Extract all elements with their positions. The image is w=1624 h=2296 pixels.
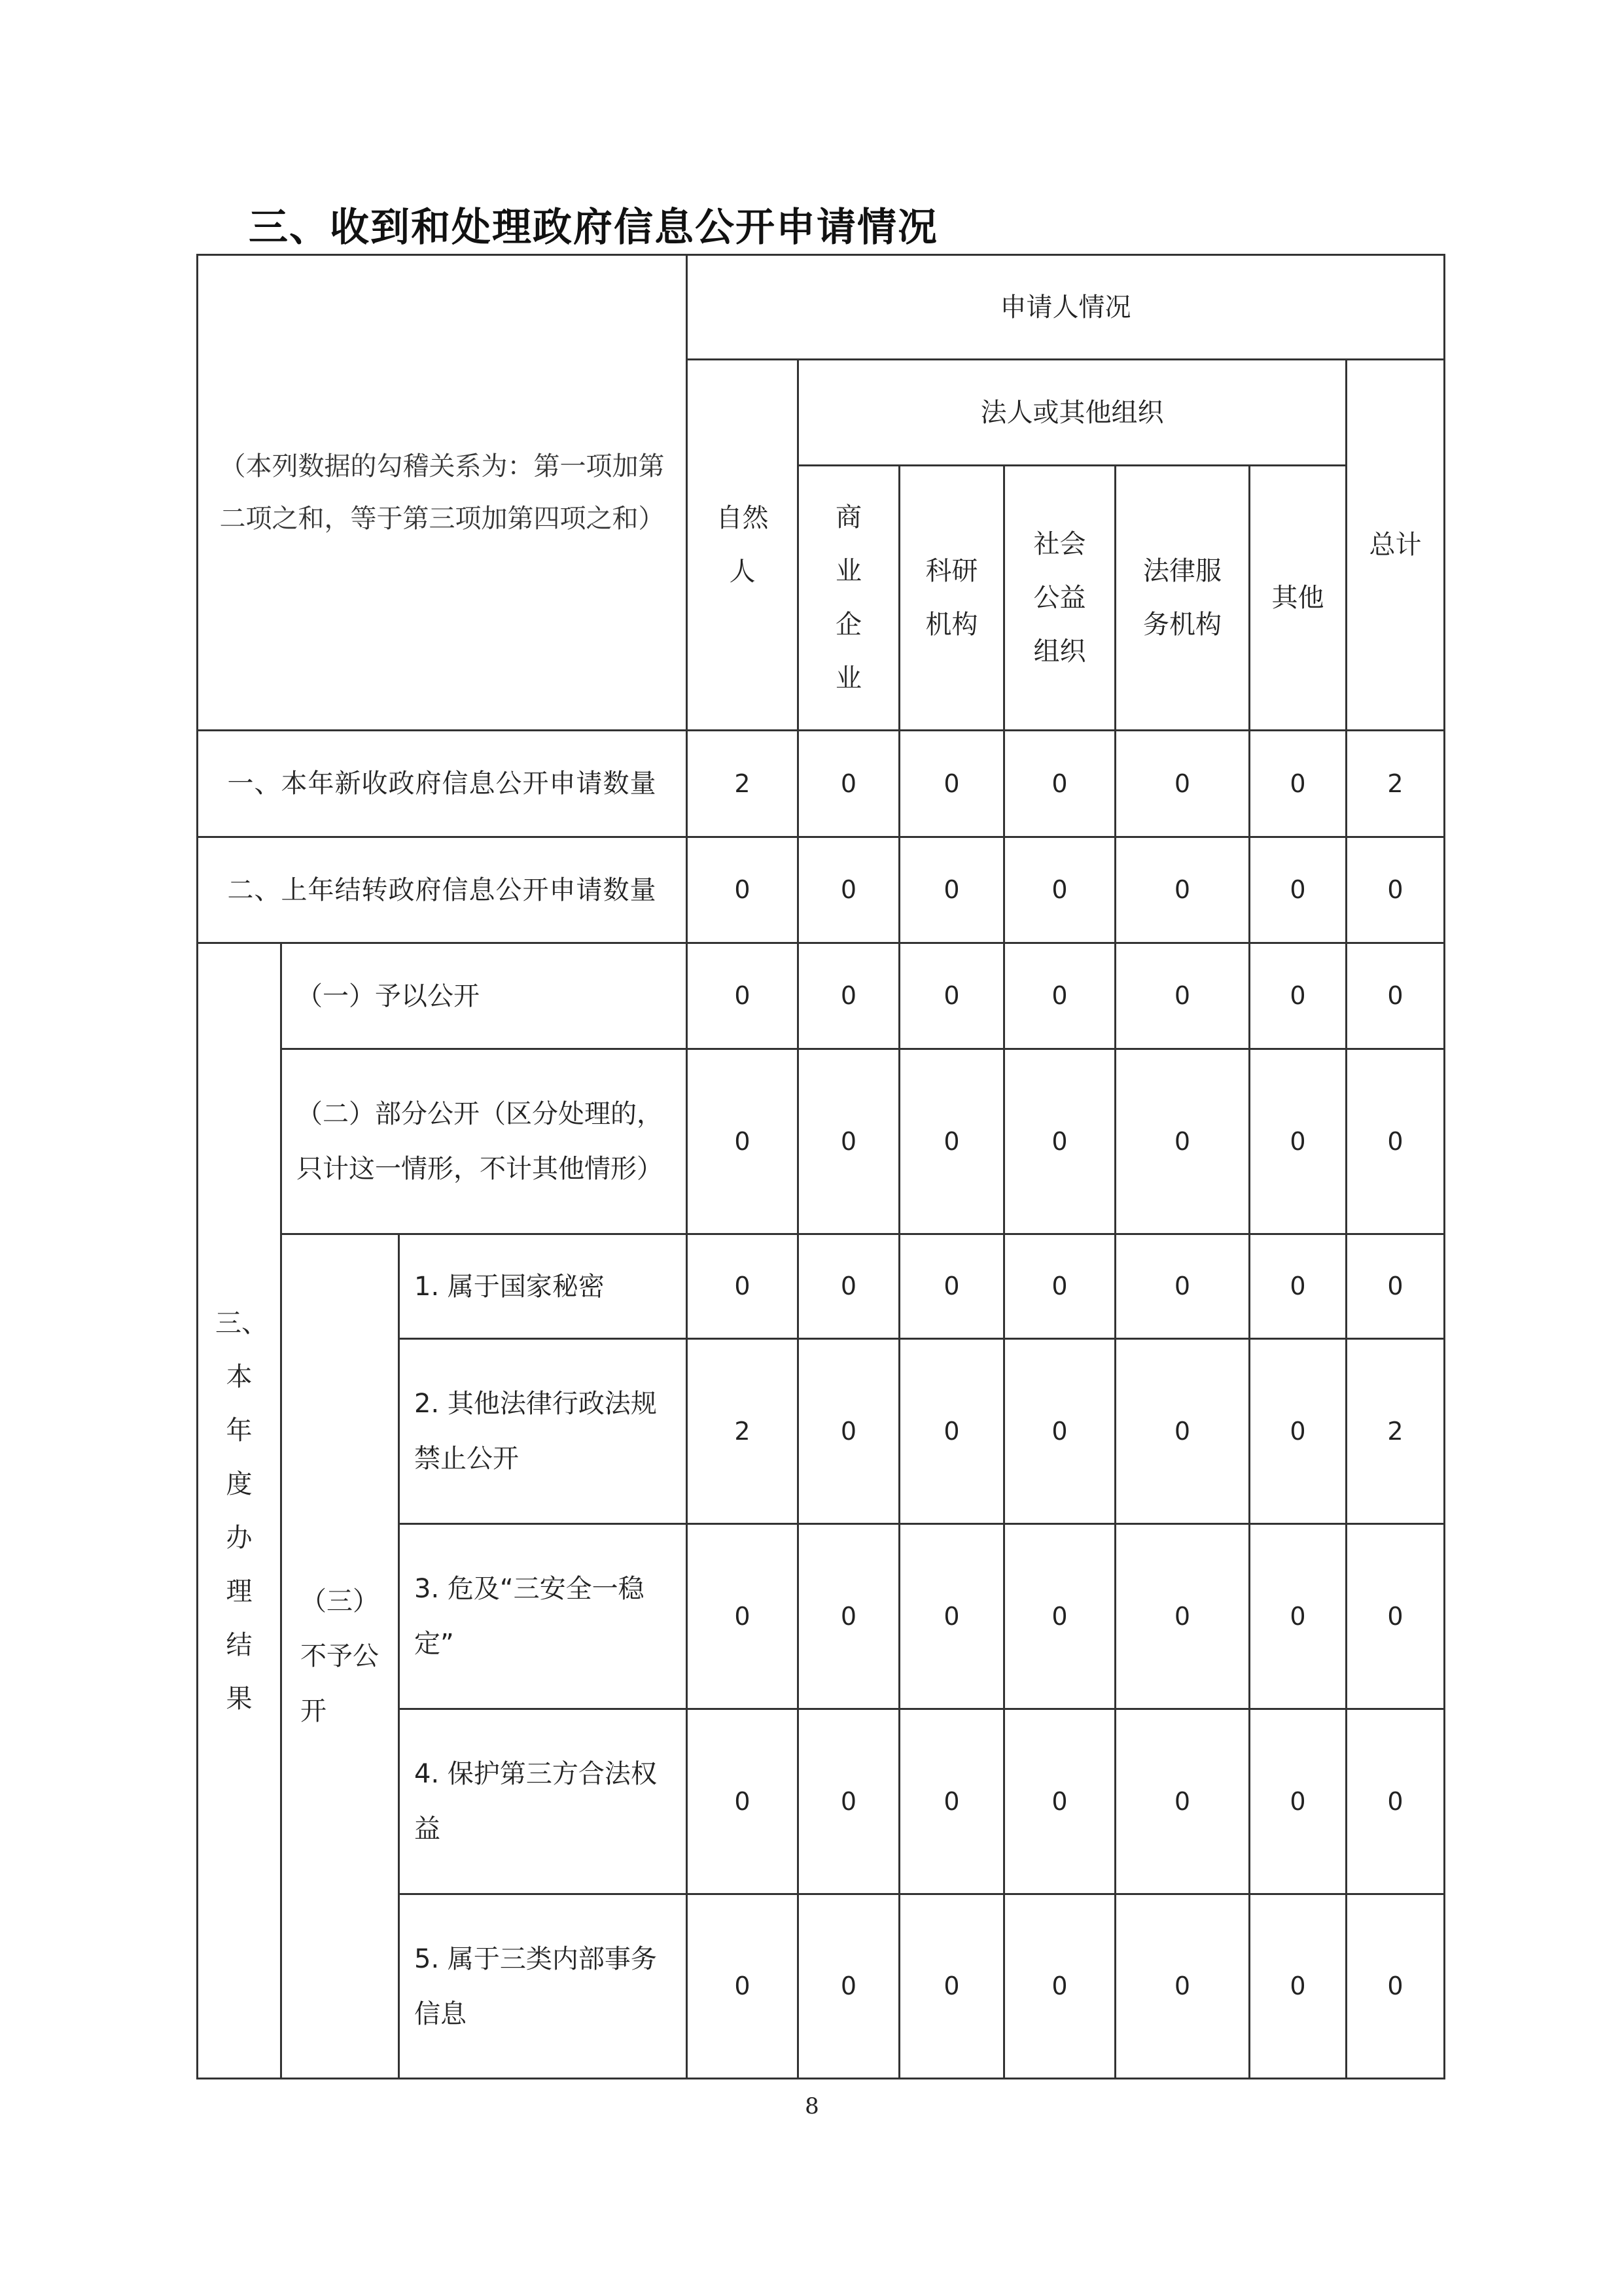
table-cell: 0 — [1116, 943, 1250, 1049]
table-cell: 0 — [798, 1339, 900, 1524]
table-cell: 0 — [687, 1709, 798, 1894]
table-cell: 0 — [798, 1234, 900, 1339]
table-cell: 0 — [1116, 1894, 1250, 2079]
table-row — [198, 837, 1445, 943]
table-cell: 0 — [1250, 731, 1347, 837]
table-cell: 0 — [1347, 837, 1445, 943]
row-label: 2. 其他法律行政法规禁止公开 — [399, 1339, 687, 1524]
table-cell: 0 — [798, 1709, 900, 1894]
row-label: 二、上年结转政府信息公开申请数量 — [198, 837, 687, 943]
table-cell: 0 — [687, 1234, 798, 1339]
table-cell: 0 — [1004, 1339, 1116, 1524]
table-cell: 0 — [1347, 1524, 1445, 1709]
table-cell: 0 — [1004, 731, 1116, 837]
table-row — [198, 943, 1445, 1049]
table-row — [198, 731, 1445, 837]
table-cell: 0 — [900, 1339, 1004, 1524]
table-cell: 0 — [687, 1524, 798, 1709]
table-cell: 0 — [1250, 1709, 1347, 1894]
table-cell: 0 — [1004, 1049, 1116, 1234]
table-cell: 0 — [1347, 943, 1445, 1049]
col-header-total: 总计 — [1347, 360, 1445, 731]
table-cell: 0 — [798, 837, 900, 943]
table-cell: 0 — [1004, 943, 1116, 1049]
table-cell: 0 — [1116, 1709, 1250, 1894]
col-header-other: 其他 — [1250, 466, 1347, 731]
applicant-header: 申请人情况 — [687, 255, 1445, 360]
table-cell: 0 — [1116, 1339, 1250, 1524]
table-cell: 0 — [798, 1524, 900, 1709]
table-cell: 0 — [1347, 1894, 1445, 2079]
table-cell: 0 — [1347, 1049, 1445, 1234]
table-cell: 0 — [900, 1049, 1004, 1234]
table-cell: 0 — [1250, 1894, 1347, 2079]
section-heading: 三、收到和处理政府信息公开申请情况 — [249, 205, 938, 251]
table-cell: 0 — [687, 837, 798, 943]
table-cell: 0 — [1250, 1524, 1347, 1709]
section3-label: 三、本年度办理结果 — [198, 943, 281, 2079]
table-cell: 0 — [1004, 1894, 1116, 2079]
table-cell: 2 — [687, 1339, 798, 1524]
table-cell: 2 — [687, 731, 798, 837]
table-cell: 0 — [900, 837, 1004, 943]
table-cell: 0 — [1347, 1234, 1445, 1339]
row-label: 一、本年新收政府信息公开申请数量 — [198, 731, 687, 837]
table-cell: 0 — [1116, 1524, 1250, 1709]
col-header-business: 商业企业 — [798, 466, 900, 731]
table-cell: 0 — [1116, 1049, 1250, 1234]
disclosure-statistics-table — [196, 254, 1445, 2079]
row-label: 4. 保护第三方合法权益 — [399, 1709, 687, 1894]
not-disclosed-group-label: （三）不予公开 — [281, 1234, 399, 2079]
table-cell: 0 — [687, 1894, 798, 2079]
table-cell: 0 — [1250, 1234, 1347, 1339]
row-label: （二）部分公开（区分处理的，只计这一情形，不计其他情形） — [281, 1049, 687, 1234]
table-cell: 0 — [900, 1234, 1004, 1339]
col-header-natural-person: 自然人 — [687, 360, 798, 731]
row-label: 5. 属于三类内部事务信息 — [399, 1894, 687, 2079]
table-cell: 0 — [1250, 943, 1347, 1049]
table-cell: 0 — [687, 943, 798, 1049]
table-cell: 0 — [1250, 1339, 1347, 1524]
table-cell: 2 — [1347, 1339, 1445, 1524]
table-cell: 0 — [1250, 837, 1347, 943]
corner-note-cell — [198, 255, 687, 731]
corner-note: （本列数据的勾稽关系为：第一项加第二项之和，等于第三项加第四项之和） — [219, 451, 665, 534]
table-cell: 0 — [1004, 837, 1116, 943]
table-cell: 0 — [798, 1049, 900, 1234]
table-cell: 0 — [1004, 1234, 1116, 1339]
table-cell: 2 — [1347, 731, 1445, 837]
table-cell: 0 — [900, 1709, 1004, 1894]
table-cell: 0 — [1116, 1234, 1250, 1339]
col-header-legal-service: 法律服务机构 — [1116, 466, 1250, 731]
legal-entity-header: 法人或其他组织 — [798, 360, 1347, 466]
col-header-public-welfare: 社会公益组织 — [1004, 466, 1116, 731]
table-cell: 0 — [1116, 837, 1250, 943]
table-row — [198, 1234, 1445, 1339]
row-label: 1. 属于国家秘密 — [399, 1234, 687, 1339]
table-cell: 0 — [900, 1894, 1004, 2079]
col-header-research: 科研机构 — [900, 466, 1004, 731]
table-cell: 0 — [900, 1524, 1004, 1709]
row-label: 3. 危及“三安全一稳定” — [399, 1524, 687, 1709]
table-cell: 0 — [1250, 1049, 1347, 1234]
table-cell: 0 — [900, 731, 1004, 837]
table-cell: 0 — [798, 1894, 900, 2079]
table-cell: 0 — [1116, 731, 1250, 837]
table-cell: 0 — [1004, 1524, 1116, 1709]
table-cell: 0 — [798, 943, 900, 1049]
table-cell: 0 — [1004, 1709, 1116, 1894]
table-row — [198, 1049, 1445, 1234]
table-cell: 0 — [900, 943, 1004, 1049]
row-label: （一）予以公开 — [281, 943, 687, 1049]
table-cell: 0 — [1347, 1709, 1445, 1894]
table-cell: 0 — [798, 731, 900, 837]
page-number: 8 — [805, 2093, 819, 2119]
table-cell: 0 — [687, 1049, 798, 1234]
